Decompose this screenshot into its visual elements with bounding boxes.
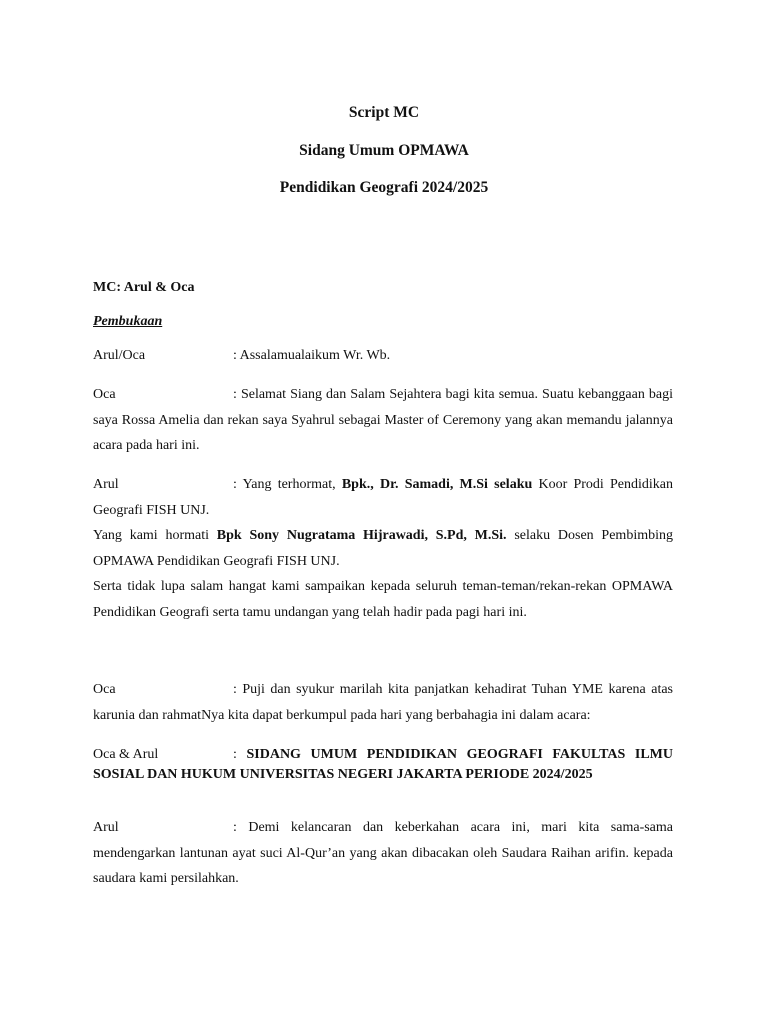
dialogue-text: : Demi kelancaran dan keberkahan acara ini, mari kita sama-sama mendengarkan lantunan ayat suci Al-Qur’an yang akan dibacakan oleh Saudara Raihan arifin. kepada saudara kami persilahkan. [93, 820, 673, 886]
speaker-label: Oca [93, 387, 116, 402]
honoree-name-koor-prodi: Bpk., Dr. Samadi, M.Si selaku [341, 477, 533, 492]
section-heading: Pembukaan [93, 314, 163, 329]
colon: : [233, 747, 247, 762]
document-title: Script MC [348, 104, 420, 121]
dialogue-text: : Yang terhormat, [233, 477, 342, 492]
script-line-oca-greeting [93, 382, 673, 459]
speaker-label: Oca [93, 682, 116, 697]
document-subtitle: Sidang Umum OPMAWA [299, 142, 469, 159]
dialogue-text: : Puji dan syukur marilah kita panjatkan kehadirat Tuhan YME karena atas karunia dan rahmatNya kita dapat berkumpul pada hari yang berbahagia ini dalam acara: [93, 682, 673, 723]
script-line-opening [93, 347, 673, 365]
dialogue-text: Serta tidak lupa salam hangat kami sampaikan kepada seluruh teman-teman/rekan-rekan OPMAWA Pendidikan Geografi serta tamu undangan yang telah hadir pada pagi hari ini. [93, 579, 673, 620]
speaker-label: Arul [93, 477, 119, 492]
event-name: SIDANG UMUM PENDIDIKAN GEOGRAFI FAKULTAS ILMU SOSIAL DAN HUKUM UNIVERSITAS NEGERI JAKARTA PERIODE 2024/2025 [93, 747, 673, 782]
honoree-name-dosen: Bpk Sony Nugratama Hijrawadi, S.Pd, M.Si. [216, 528, 507, 543]
dialogue-text: : Selamat Siang dan Salam Sejahtera bagi kita semua. Suatu kebanggaan bagi saya Rossa Amelia dan rekan saya Syahrul sebagai Master of Ceremony yang akan memandu jalannya acara pada hari ini. [93, 387, 673, 453]
mc-label: MC: Arul & Oca [93, 280, 195, 295]
dialogue-text: selaku Dosen Pembimbing OPMAWA Pendidikan Geografi FISH UNJ. [93, 528, 673, 569]
script-line-oca-gratitude [93, 677, 673, 728]
script-line-event-name [93, 745, 673, 785]
dialogue-text: Koor Prodi Pendidikan Geografi FISH UNJ. [93, 477, 673, 518]
speaker-label: Arul/Oca [93, 348, 146, 363]
speaker-label: Arul [93, 820, 119, 835]
dialogue-text: : Assalamualaikum Wr. Wb. [233, 348, 391, 363]
script-line-arul-quran [93, 815, 673, 892]
speaker-label: Oca & Arul [93, 747, 159, 762]
script-line-arul-respects [93, 472, 673, 625]
document-period: Pendidikan Geografi 2024/2025 [279, 179, 489, 196]
dialogue-text: Yang kami hormati [93, 528, 217, 543]
